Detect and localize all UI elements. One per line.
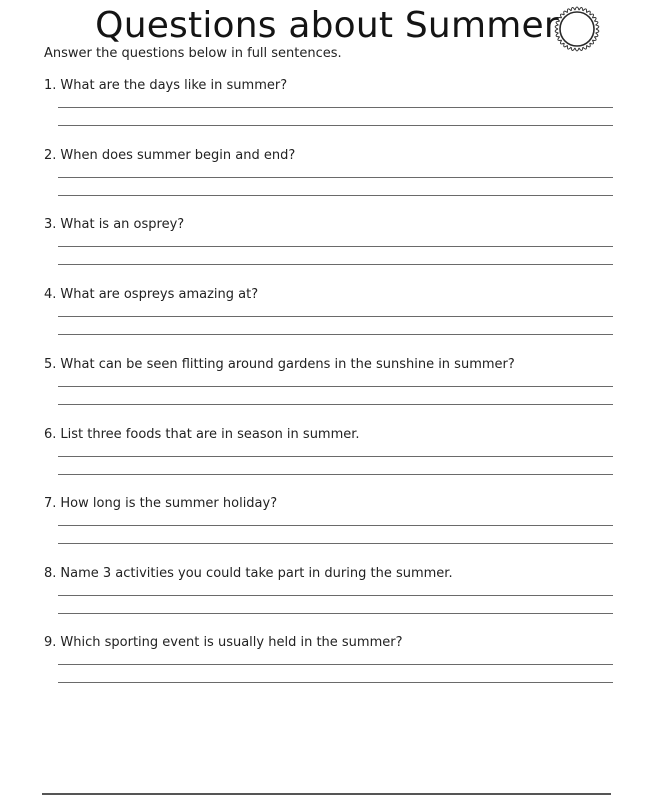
question-8 — [44, 566, 614, 582]
answer-line[interactable] — [58, 316, 613, 317]
sun-ray — [594, 33, 598, 37]
sun-ray — [592, 18, 596, 22]
question-text — [44, 635, 614, 651]
answer-line[interactable] — [58, 474, 613, 475]
question-label: Which sporting event is usually held in the summer? — [60, 635, 403, 650]
question-text — [44, 566, 614, 582]
question-text — [44, 357, 614, 373]
page-title: Questions about Summer — [95, 5, 559, 46]
answer-line[interactable] — [58, 264, 613, 265]
question-number: 9. — [44, 635, 57, 650]
question-label: What are ospreys amazing at? — [60, 287, 259, 302]
sun-ray — [558, 18, 562, 22]
sun-ray — [583, 45, 587, 49]
question-label: What are the days like in summer? — [60, 78, 288, 93]
answer-line[interactable] — [58, 613, 613, 614]
question-text — [44, 287, 614, 303]
sun-ray — [571, 47, 575, 50]
question-6 — [44, 427, 614, 443]
answer-line[interactable] — [58, 107, 613, 108]
question-7 — [44, 496, 614, 512]
sun-ray — [555, 29, 558, 33]
sun-ray — [564, 43, 568, 47]
sun-ray — [596, 29, 599, 33]
answer-line[interactable] — [58, 682, 613, 683]
sun-ray — [575, 7, 579, 10]
sun-ray — [596, 25, 599, 29]
question-3 — [44, 217, 614, 233]
answer-line[interactable] — [58, 543, 613, 544]
sun-ray — [594, 21, 598, 25]
sun-ray — [567, 45, 571, 49]
answer-line[interactable] — [58, 125, 613, 126]
question-number: 5. — [44, 357, 57, 372]
question-text — [44, 217, 614, 233]
sun-ray — [556, 33, 560, 37]
answer-line[interactable] — [58, 177, 613, 178]
question-label: Name 3 activities you could take part in during the summer. — [60, 566, 453, 581]
question-1 — [44, 78, 614, 94]
question-text — [44, 427, 614, 443]
sun-ray — [555, 25, 558, 29]
question-text — [44, 148, 614, 164]
sun-ray — [575, 48, 579, 51]
question-label: List three foods that are in season in summer. — [60, 427, 360, 442]
question-text — [44, 78, 614, 94]
answer-line[interactable] — [58, 456, 613, 457]
question-4 — [44, 287, 614, 303]
answer-line[interactable] — [58, 195, 613, 196]
question-label: How long is the summer holiday? — [60, 496, 278, 511]
question-number: 7. — [44, 496, 57, 511]
question-number: 4. — [44, 287, 57, 302]
sun-ray — [583, 9, 587, 13]
question-label: What can be seen flitting around gardens in the sunshine in summer? — [60, 357, 515, 372]
sun-ray — [579, 47, 583, 50]
question-number: 3. — [44, 217, 57, 232]
question-number: 2. — [44, 148, 57, 163]
answer-line[interactable] — [58, 664, 613, 665]
question-number: 8. — [44, 566, 57, 581]
sun-ray — [592, 37, 596, 41]
sun-ray — [587, 11, 591, 15]
sun-ray — [571, 8, 575, 11]
sun-ray — [558, 37, 562, 41]
question-5 — [44, 357, 614, 373]
question-text — [44, 496, 614, 512]
question-2 — [44, 148, 614, 164]
question-label: When does summer begin and end? — [60, 148, 296, 163]
answer-line[interactable] — [58, 246, 613, 247]
instructions-text: Answer the questions below in full sentences. — [44, 46, 342, 61]
question-number: 6. — [44, 427, 57, 442]
answer-line[interactable] — [58, 386, 613, 387]
sun-ray — [567, 9, 571, 13]
footer-divider — [42, 793, 611, 795]
answer-line[interactable] — [58, 595, 613, 596]
question-label: What is an osprey? — [60, 217, 185, 232]
sun-ray — [579, 8, 583, 11]
answer-line[interactable] — [58, 334, 613, 335]
question-number: 1. — [44, 78, 57, 93]
answer-line[interactable] — [58, 404, 613, 405]
sun-ray — [556, 21, 560, 25]
question-9 — [44, 635, 614, 651]
sun-icon — [543, 2, 611, 56]
answer-line[interactable] — [58, 525, 613, 526]
